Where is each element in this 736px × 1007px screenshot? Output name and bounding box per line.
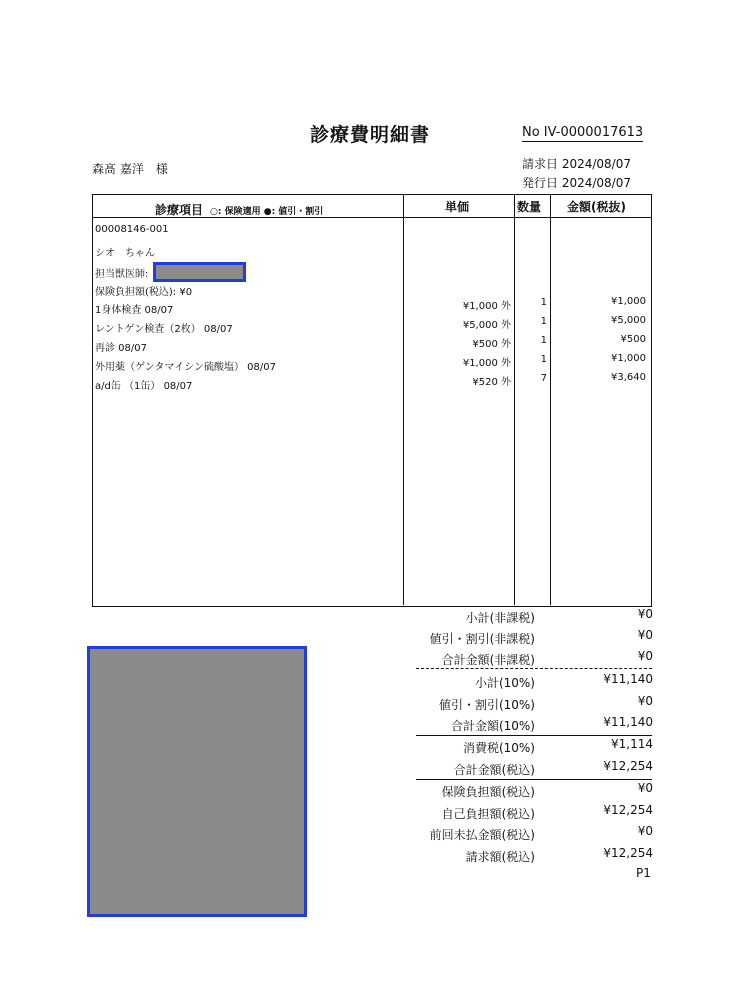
summary-label: 消費税(10%): [462, 741, 535, 755]
row-unit-price: ¥5,000 外: [462, 320, 511, 331]
header-quantity: 数量: [517, 200, 542, 214]
patient-name: 森髙 嘉洋 様: [92, 162, 168, 176]
row-qty: 7: [540, 373, 547, 384]
summary-value: ¥11,140: [603, 715, 653, 729]
insurance-amount-line: 保険負担額(税込): ¥0: [95, 287, 193, 298]
row-qty: 1: [540, 335, 547, 346]
document-title: 診療費明細書: [310, 124, 431, 146]
summary-value: ¥12,254: [603, 846, 653, 860]
pet-name: シオ ちゃん: [95, 248, 155, 259]
summary-label: 前回未払金額(税込): [429, 828, 535, 842]
summary-label: 合計金額(税込): [453, 763, 535, 777]
summary-value: ¥0: [637, 607, 653, 621]
summary-label: 請求額(税込): [465, 850, 535, 864]
summary-label: 値引・割引(10%): [438, 698, 535, 712]
summary-value: ¥0: [637, 824, 653, 838]
divider: [416, 735, 652, 736]
invoice-number: No IV-0000017613: [522, 125, 644, 140]
summary-label: 合計金額(非課税): [441, 653, 535, 667]
row-qty: 1: [540, 354, 547, 365]
page-number: P1: [636, 866, 651, 880]
summary-value: ¥0: [637, 649, 653, 663]
column-divider: [403, 194, 404, 605]
header-unit-price: 単価: [445, 200, 470, 214]
row-unit-price: ¥500 外: [472, 339, 511, 350]
column-divider: [514, 194, 515, 605]
row-item: 再診 08/07: [95, 343, 147, 354]
row-item: 1身体検査 08/07: [95, 305, 174, 316]
summary-value: ¥0: [637, 694, 653, 708]
summary-label: 小計(非課税): [465, 611, 535, 625]
redacted-vet-name: [153, 262, 246, 282]
row-amount: ¥1,000: [611, 353, 646, 364]
row-amount: ¥3,640: [611, 372, 646, 383]
summary-label: 合計金額(10%): [450, 719, 535, 733]
summary-label: 小計(10%): [474, 676, 535, 690]
row-item: レントゲン検査（2枚） 08/07: [95, 324, 233, 335]
summary-label: 値引・割引(非課税): [429, 632, 535, 646]
header-amount: 金額(税抜): [567, 200, 626, 214]
header-item: 診療項目: [155, 203, 204, 217]
row-amount: ¥1,000: [611, 296, 646, 307]
summary-value: ¥11,140: [603, 672, 653, 686]
row-amount: ¥5,000: [611, 315, 646, 326]
issue-date: 発行日 2024/08/07: [522, 176, 631, 190]
row-item: a/d缶 （1缶） 08/07: [95, 381, 193, 392]
row-qty: 1: [540, 316, 547, 327]
row-unit-price: ¥520 外: [472, 377, 511, 388]
billing-date: 請求日 2024/08/07: [522, 157, 631, 171]
items-table: [92, 194, 652, 607]
row-unit-price: ¥1,000 外: [462, 358, 511, 369]
header-legend: ○: 保険適用 ●: 値引・割引: [210, 207, 324, 217]
row-qty: 1: [540, 297, 547, 308]
summary-label: 保険負担額(税込): [441, 785, 535, 799]
summary-value: ¥12,254: [603, 759, 653, 773]
vet-label: 担当獣医師:: [95, 269, 149, 280]
redacted-image: [87, 646, 307, 917]
summary-value: ¥0: [637, 628, 653, 642]
chart-number: 00008146-001: [95, 224, 169, 235]
row-item: 外用薬（ゲンタマイシン硫酸塩） 08/07: [95, 362, 276, 373]
summary-label: 自己負担額(税込): [441, 807, 535, 821]
summary-value: ¥0: [637, 781, 653, 795]
row-unit-price: ¥1,000 外: [462, 301, 511, 312]
dashed-divider: [416, 668, 652, 669]
summary-value: ¥12,254: [603, 803, 653, 817]
row-amount: ¥500: [620, 334, 646, 345]
summary-value: ¥1,114: [611, 737, 653, 751]
divider: [416, 779, 652, 780]
column-divider: [550, 194, 551, 605]
